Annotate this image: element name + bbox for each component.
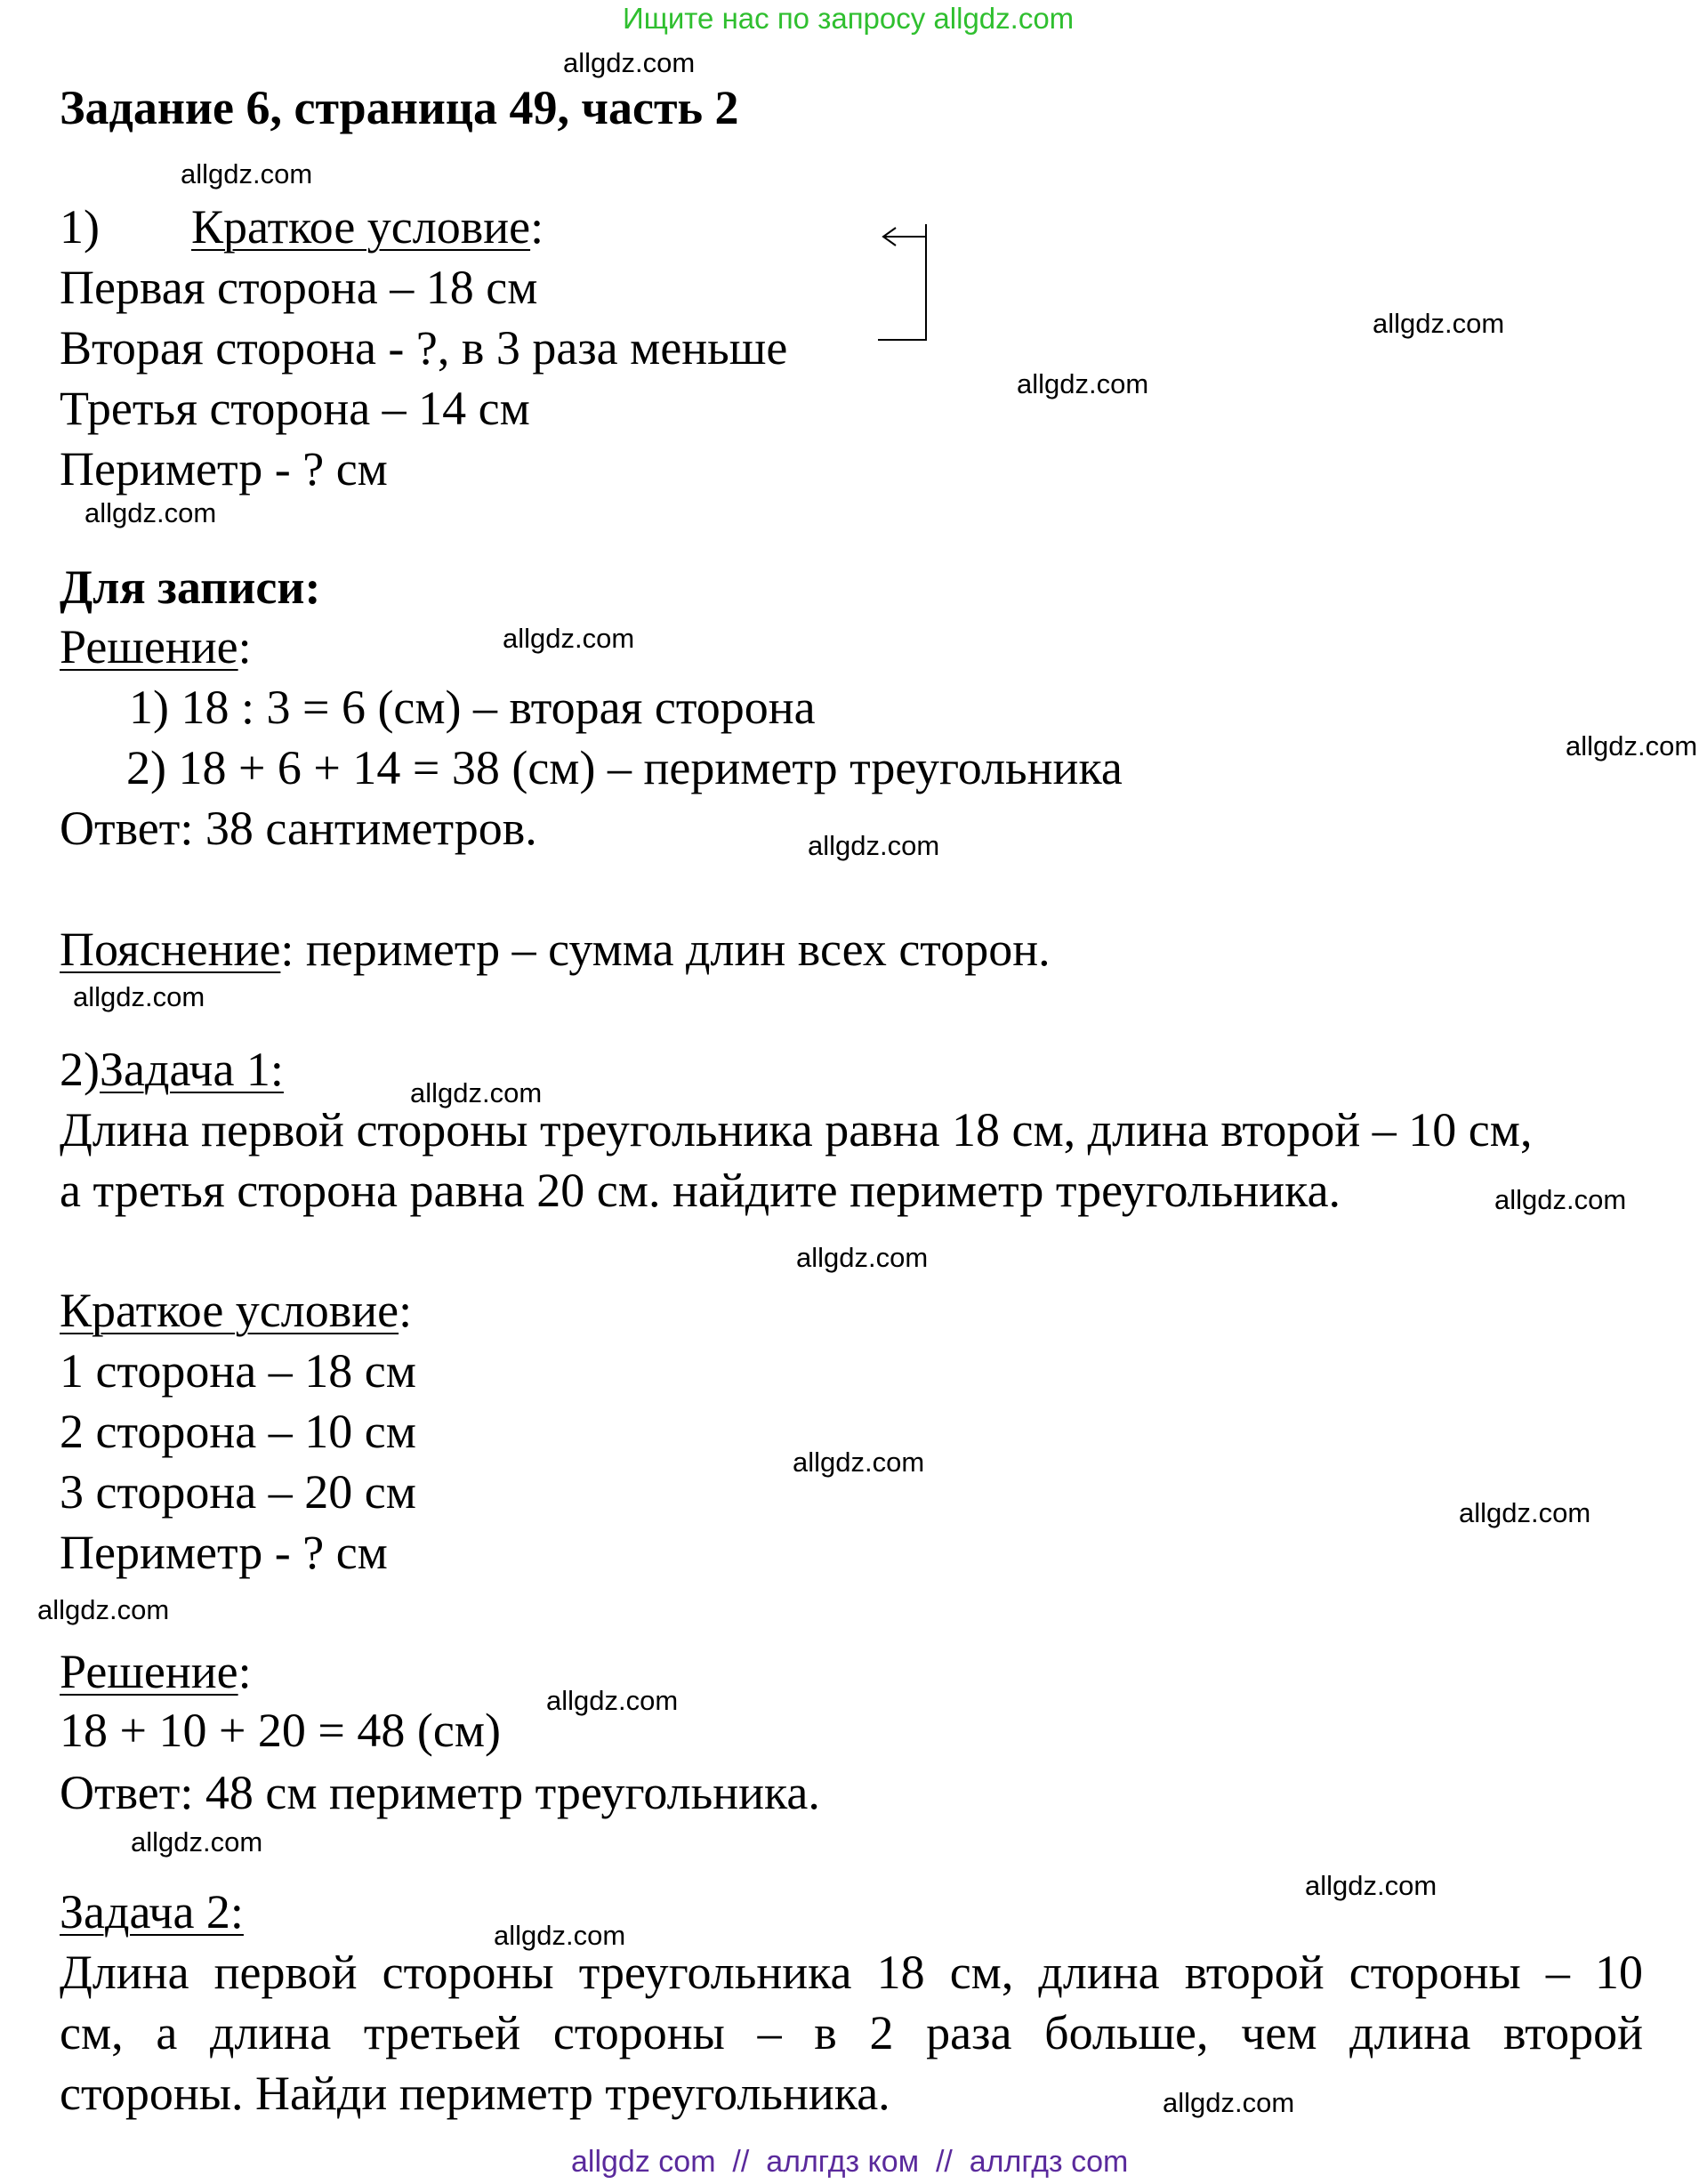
explanation (60, 923, 1051, 976)
solution-label: Решение (60, 620, 238, 673)
solution-colon-2: : (238, 1645, 252, 1698)
relation-bracket-arrow (876, 221, 930, 345)
watermark: allgdz.com (37, 1594, 170, 1625)
watermark: allgdz.com (1494, 1184, 1627, 1215)
watermark: allgdz.com (1305, 1870, 1437, 1901)
solution-heading-2 (60, 1645, 252, 1698)
condition-line-first-side: Первая сторона – 18 см (60, 261, 538, 314)
part1-number: 1) (60, 200, 100, 254)
watermark: allgdz.com (1373, 308, 1505, 339)
solution-step-2: 2) 18 + 6 + 14 = 38 (см) – периметр треугольника (126, 741, 1123, 794)
watermark: allgdz.com (181, 158, 313, 189)
watermark: allgdz.com (546, 1685, 679, 1716)
watermark: allgdz.com (1459, 1497, 1591, 1528)
condition-line-perimeter: Периметр - ? см (60, 442, 388, 496)
task1-condition-line-4: Периметр - ? см (60, 1526, 388, 1579)
watermark: allgdz.com (1017, 368, 1149, 399)
part2-number: 2) (60, 1043, 100, 1096)
task2-text-line-1: Длина первой стороны треугольника 18 см, длина второй стороны – 10 (60, 1946, 1643, 1999)
task1-solution-expression: 18 + 10 + 20 = 48 (см) (60, 1704, 501, 1757)
watermark: allgdz.com (73, 981, 205, 1012)
watermark: allgdz.com (494, 1920, 626, 1951)
task2-heading (60, 1885, 244, 1938)
solution-label-2: Решение (60, 1645, 238, 1698)
condition-label-2: Краткое условие (60, 1284, 399, 1337)
condition-colon: : (530, 200, 544, 254)
solution-colon: : (238, 620, 252, 673)
top-banner[interactable]: Ищите нас по запросу allgdz.com (623, 2, 1075, 35)
watermark: allgdz.com (1566, 730, 1698, 762)
task1-label: Задача 1: (99, 1043, 284, 1096)
watermark: allgdz.com (503, 623, 635, 654)
watermark: allgdz.com (131, 1826, 263, 1858)
task1-condition-line-3: 3 сторона – 20 см (60, 1465, 416, 1519)
task1-text-line-1: Длина первой стороны треугольника равна 18 см, длина второй – 10 см, (60, 1103, 1533, 1156)
task2-text-line-3: стороны. Найди периметр треугольника. (60, 2067, 890, 2120)
bottom-banner[interactable]: allgdz com // аллгдз ком // аллгдз com (571, 2145, 1129, 2179)
task1-text-line-2: а третья сторона равна 20 см. найдите периметр треугольника. (60, 1164, 1341, 1217)
task2-text-line-2: см, а длина третьей стороны – в 2 раза больше, чем длина второй (60, 2006, 1643, 2059)
watermark: allgdz.com (85, 497, 217, 528)
watermark: allgdz.com (563, 47, 696, 78)
condition-label: Краткое условие (191, 200, 531, 254)
page-title: Задание 6, страница 49, часть 2 (60, 81, 739, 134)
answer-1: Ответ: 38 сантиметров. (60, 802, 537, 855)
explanation-text: : периметр – сумма длин всех сторон. (280, 923, 1051, 976)
answer-2: Ответ: 48 см периметр треугольника. (60, 1766, 820, 1819)
record-heading: Для записи: (60, 560, 321, 614)
condition-colon-2: : (399, 1284, 413, 1337)
task1-heading (60, 1043, 284, 1096)
watermark: allgdz.com (796, 1242, 929, 1273)
condition-line-second-side: Вторая сторона - ?, в 3 раза меньше (60, 321, 788, 375)
part1-condition-heading (191, 200, 544, 254)
watermark: allgdz.com (808, 830, 940, 861)
task2-label: Задача 2: (60, 1885, 244, 1938)
watermark: allgdz.com (793, 1447, 925, 1478)
watermark: allgdz.com (410, 1077, 543, 1108)
explanation-label: Пояснение (60, 923, 281, 976)
solution-step-1: 1) 18 : 3 = 6 (см) – вторая сторона (129, 681, 816, 734)
condition-line-third-side: Третья сторона – 14 см (60, 382, 530, 435)
solution-heading-1 (60, 620, 252, 673)
task1-condition-line-1: 1 сторона – 18 см (60, 1344, 416, 1398)
watermark: allgdz.com (1163, 2087, 1295, 2118)
task1-condition-heading (60, 1284, 413, 1337)
task1-condition-line-2: 2 сторона – 10 см (60, 1405, 416, 1458)
